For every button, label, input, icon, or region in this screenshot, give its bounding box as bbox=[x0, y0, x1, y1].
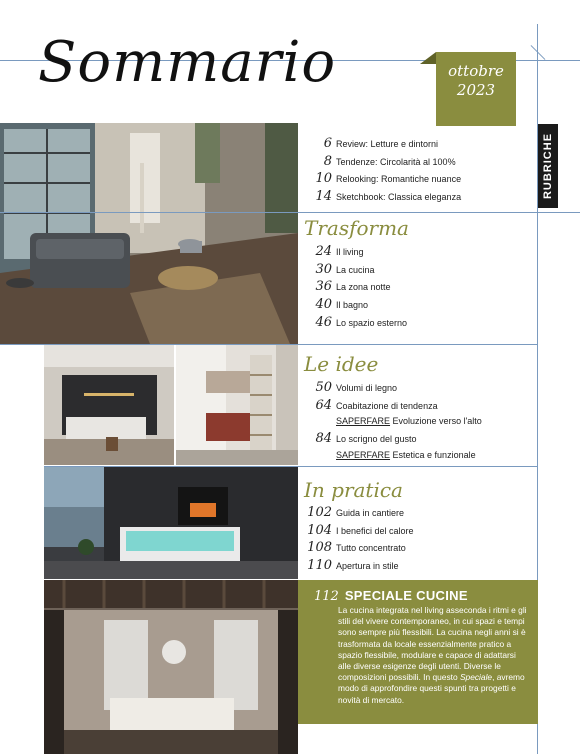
list-item[interactable]: 110 Apertura in stile bbox=[307, 558, 399, 574]
classic-kitchen-photo bbox=[44, 580, 298, 754]
kitchen-photo-dark bbox=[44, 345, 174, 465]
page-title: Sommario bbox=[38, 30, 337, 95]
section-title-le-idee: Le idee bbox=[304, 352, 379, 376]
list-item[interactable]: 24 Il living bbox=[315, 244, 364, 259]
list-item[interactable]: 8 Tendenze: Circolarità al 100% bbox=[323, 153, 456, 169]
section-divider bbox=[0, 212, 580, 213]
list-item[interactable]: 30 La cucina bbox=[315, 261, 375, 277]
list-item[interactable]: 50 Volumi di legno bbox=[315, 380, 398, 395]
list-item[interactable]: 84 Lo scrigno del gusto bbox=[315, 431, 417, 447]
speciale-page-number: 112 bbox=[314, 589, 339, 604]
corner-mark bbox=[531, 45, 546, 60]
list-item-sub: SAPERFARE Evoluzione verso l'alto bbox=[336, 416, 482, 427]
list-item[interactable]: 36 La zona notte bbox=[315, 279, 391, 295]
section-title-in-pratica: In pratica bbox=[304, 478, 403, 502]
list-item-sub: SAPERFARE Estetica e funzionale bbox=[336, 450, 476, 461]
in-pratica-list bbox=[306, 505, 414, 576]
list-item[interactable]: 14 Sketchbook: Classica eleganza bbox=[315, 189, 462, 205]
speciale-title: SPECIALE CUCINE bbox=[344, 588, 468, 603]
list-item[interactable]: 40 Il bagno bbox=[315, 297, 369, 313]
list-item[interactable]: 10 Relooking: Romantiche nuance bbox=[315, 171, 462, 187]
speciale-body: La cucina integrata nel living asseconda i ritmi e gli stili del vivere contemporaneo, in cui spazi e tempi sono sempre più flessibili. La cucina negli anni si è trasformata da locale essenzialmente pratico a spazio flessibile, modulare e capace di adattarsi alle diverse esigenze degli utenti. Diverse le composizioni possibili. In questo Speciale, avremo modo di approfondire questi spunti tra progetti e novità di mercato. bbox=[338, 605, 527, 705]
list-item[interactable]: 64 Coabitazione di tendenza bbox=[315, 397, 438, 413]
list-item[interactable]: 104 I benefici del calore bbox=[307, 522, 414, 538]
rubriche-list bbox=[306, 136, 461, 207]
trasforma-list bbox=[306, 244, 407, 332]
kitchen-photo-red bbox=[176, 345, 298, 465]
le-idee-list bbox=[306, 380, 482, 461]
living-room-photo bbox=[0, 123, 298, 344]
bathroom-photo bbox=[44, 467, 298, 579]
speciale-cucine-box[interactable] bbox=[298, 580, 538, 724]
list-item[interactable]: 108 Tutto concentrato bbox=[307, 540, 406, 556]
issue-year: 2023 bbox=[456, 81, 496, 99]
issue-month: ottobre bbox=[448, 62, 504, 80]
list-item[interactable]: 46 Lo spazio esterno bbox=[315, 314, 408, 330]
list-item[interactable]: 6 Review: Letture e dintorni bbox=[323, 136, 439, 151]
rubriche-tab: RUBRICHE bbox=[538, 124, 558, 208]
list-item[interactable]: 102 Guida in cantiere bbox=[307, 505, 405, 520]
section-title-trasforma: Trasforma bbox=[304, 216, 409, 240]
issue-date-flag bbox=[436, 52, 516, 126]
